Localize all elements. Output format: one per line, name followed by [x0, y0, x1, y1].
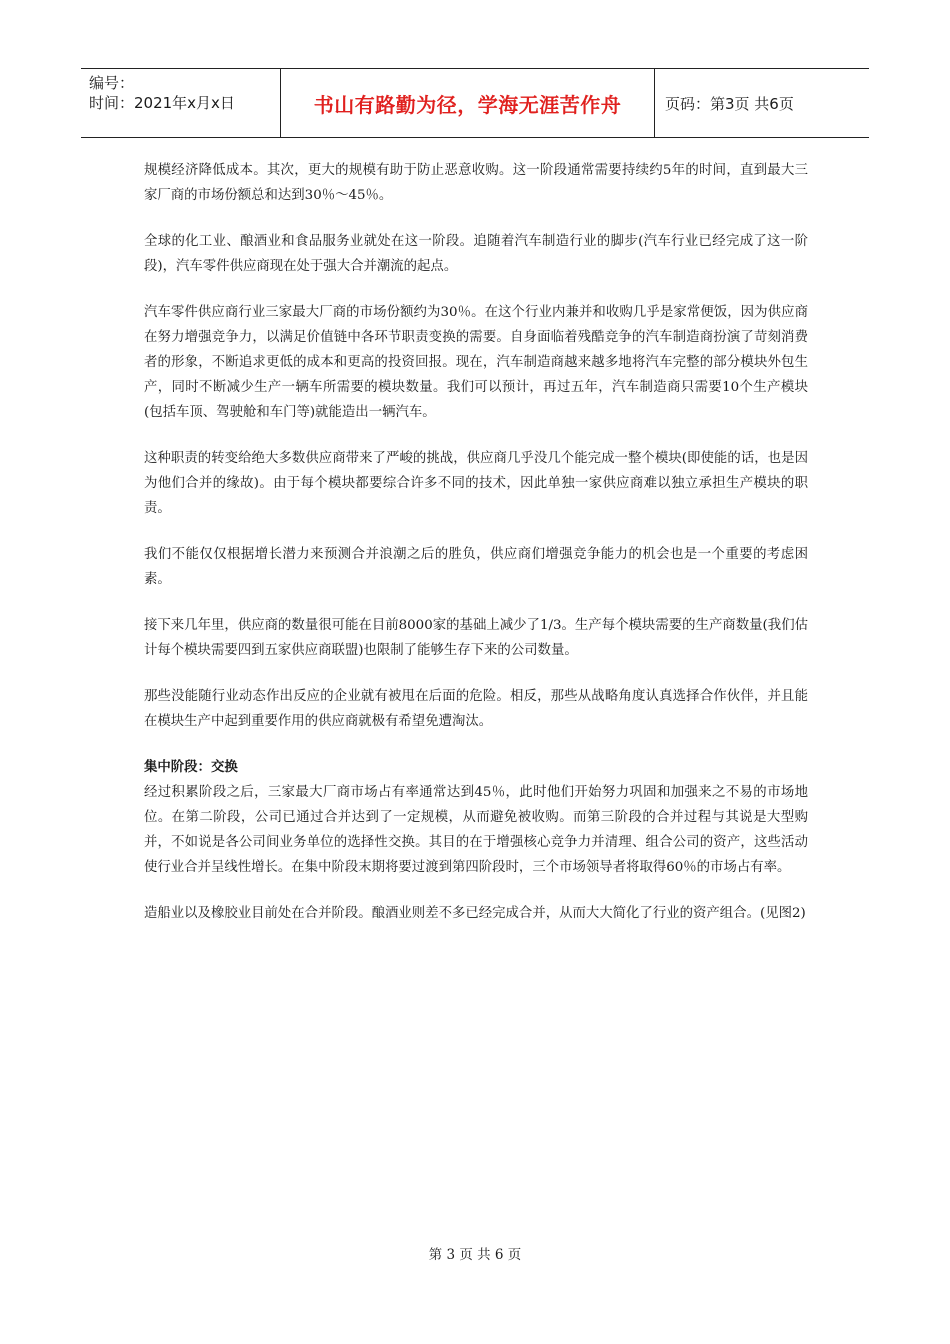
paragraph: 规模经济降低成本。其次，更大的规模有助于防止恶意收购。这一阶段通常需要持续约5年的时间，直到最大三家厂商的市场份额总和达到30％～45％。: [144, 163, 808, 203]
header-meta: [81, 69, 281, 137]
page-footer: 第 3 页 共 6 页: [428, 1247, 522, 1263]
header-motto: 书山有路勤为径，学海无涯苦作舟: [281, 69, 655, 137]
paragraph: 接下来几年里，供应商的数量很可能在目前8000家的基础上减少了1/3。生产每个模块需要的生产商数量(我们估计每个模块需要四到五家供应商联盟)也限制了能够生存下来的公司数量。: [144, 618, 808, 658]
page-header: [81, 68, 869, 138]
paragraph: 我们不能仅仅根据增长潜力来预测合并浪潮之后的胜负，供应商们增强竞争能力的机会也是一个重要的考虑困素。: [144, 547, 808, 587]
paragraph: 经过积累阶段之后，三家最大厂商市场占有率通常达到45％，此时他们开始努力巩固和加强来之不易的市场地位。在第二阶段，公司已通过合并达到了一定规模，从而避免被收购。而第三阶段的合并过程与其说是大型购并，不如说是各公司间业务单位的选择性交换。其目的在于增强核心竞争力并清理、组合公司的资产，这些活动使行业合并呈线性增长。在集中阶段末期将要过渡到第四阶段时，三个市场领导者将取得60％的市场占有率。: [144, 785, 808, 875]
document-body: [144, 158, 808, 947]
paragraph: 汽车零件供应商行业三家最大厂商的市场份额约为30％。在这个行业内兼并和收购几乎是家常便饭，因为供应商在努力增强竞争力，以满足价值链中各环节职责变换的需要。自身面临着残酷竞争的汽车制造商扮演了苛刻消费者的形象，不断追求更低的成本和更高的投资回报。现在，汽车制造商越来越多地将汽车完整的部分模块外包生产，同时不断减少生产一辆车所需要的模块数量。我们可以预计，再过五年，汽车制造商只需要10个生产模块(包括车顶、驾驶舱和车门等)就能造出一辆汽车。: [144, 305, 808, 420]
header-page-info: 页码：第3页 共6页: [665, 94, 794, 113]
paragraph: 全球的化工业、酿酒业和食品服务业就处在这一阶段。追随着汽车制造行业的脚步(汽车行业已经完成了这一阶段)，汽车零件供应商现在处于强大合并潮流的起点。: [144, 234, 808, 274]
section-heading: 集中阶段：交换: [144, 760, 238, 775]
paragraph: 造船业以及橡胶业目前处在合并阶段。酿酒业则差不多已经完成合并，从而大大简化了行业的资产组合。(见图2): [144, 906, 806, 921]
serial-number-label: 编号：: [89, 74, 135, 92]
paragraph: 这种职责的转变给绝大多数供应商带来了严峻的挑战，供应商几乎没几个能完成一整个模块(即使能的话，也是因为他们合并的缘故)。由于每个模块都要综合许多不同的技术，因此单独一家供应商难以独立承担生产模块的职责。: [144, 451, 808, 516]
paragraph: 那些没能随行业动态作出反应的企业就有被甩在后面的危险。相反，那些从战略角度认真选择合作伙伴，并且能在模块生产中起到重要作用的供应商就极有希望免遭淘汰。: [144, 689, 808, 729]
date-label: 时间：2021年x月x日: [89, 94, 235, 112]
